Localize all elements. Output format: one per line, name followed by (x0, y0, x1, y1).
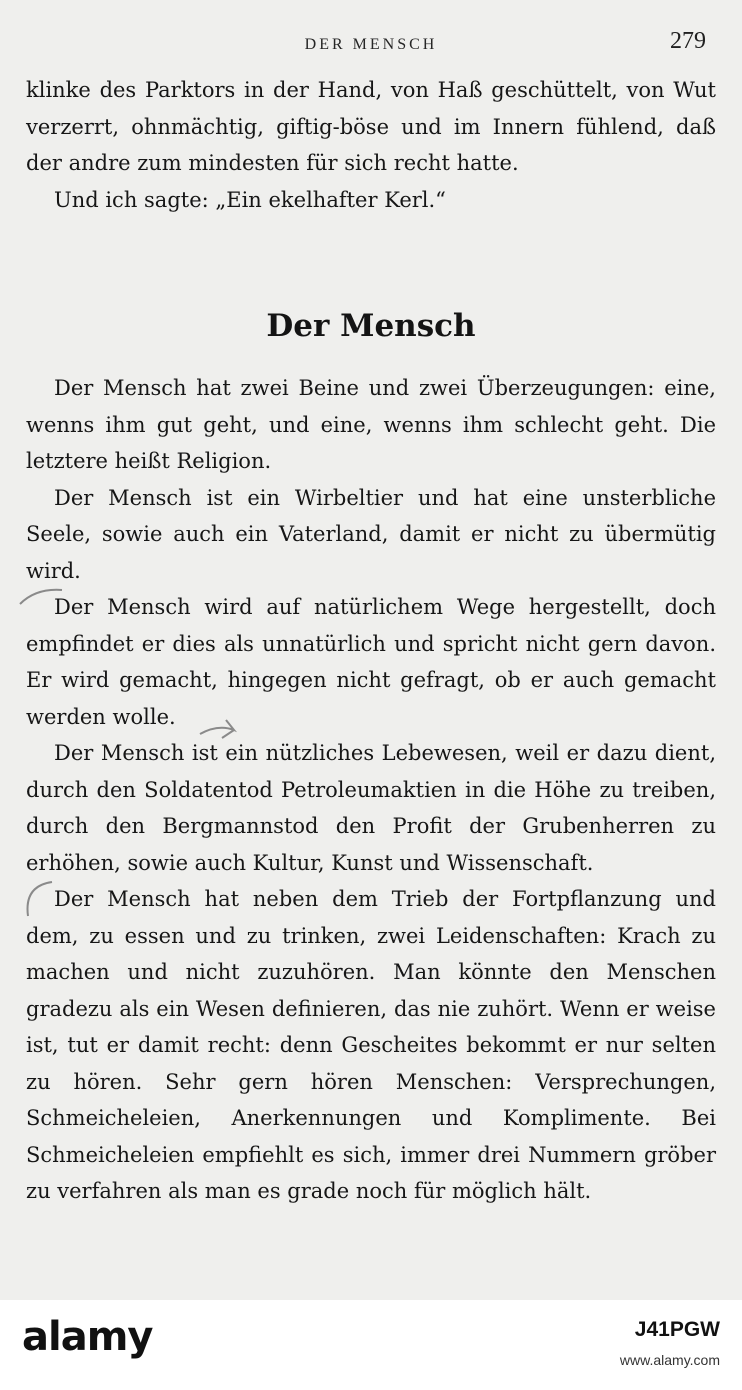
chapter-body (26, 370, 716, 1210)
stock-footer (0, 1300, 742, 1390)
running-head: DER MENSCH (304, 36, 438, 53)
page-number: 279 (670, 28, 706, 54)
alamy-logo: alamy (22, 1314, 153, 1360)
intro-quote-paragraph: Und ich sagte: „Ein ekelhafter Kerl.“ (54, 187, 446, 212)
body-paragraph-4: Der Mensch ist ein nützliches Lebewesen, weil er dazu dient, durch den Soldatentod Petroleumaktien in die Höhe zu treiben, durch den Bergmannstod den Profit der Grubenherren zu erhöhen, sowie auch Kultur, Kunst und Wissenschaft. (26, 741, 716, 875)
body-paragraph-1: Der Mensch hat zwei Beine und zwei Überzeugungen: eine, wenns ihm gut geht, und eine, wenns ihm schlecht geht. Die letztere heißt Religion. (26, 376, 716, 473)
chapter-title: Der Mensch (266, 308, 476, 344)
body-paragraph-3: Der Mensch wird auf natürlichem Wege hergestellt, doch empfindet er dies als unnatürlich und spricht nicht gern davon. Er wird gemacht, hingegen nicht gefragt, ob er auch gemacht werden wolle. (26, 595, 716, 729)
body-paragraph-5: Der Mensch hat neben dem Trieb der Fortpflanzung und dem, zu essen und zu trinken, zwei Leidenschaften: Krach zu machen und nicht zuzuhören. Man könnte den Menschen gradezu als ein Wesen definieren, das nie zuhört. Wenn er weise ist, tut er damit recht: denn Gescheites bekommt er nur selten zu hören. Sehr gern hören Menschen: Versprechungen, Schmeicheleien, Anerkennungen und Komplimente. Bei Schmeicheleien empfiehlt es sich, immer drei Nummern gröber zu verfahren als man es grade noch für möglich hält. (26, 887, 716, 1203)
intro-paragraph: klinke des Parktors in der Hand, von Haß geschüttelt, von Wut verzerrt, ohnmächtig, giftig-böse und im Innern fühlend, daß der andre zum mindesten für sich recht hatte. (26, 78, 716, 175)
site-url: www.alamy.com (619, 1352, 720, 1368)
image-id: J41PGW (634, 1318, 720, 1341)
intro-text (26, 72, 716, 218)
body-paragraph-2: Der Mensch ist ein Wirbeltier und hat eine unsterbliche Seele, sowie auch ein Vaterland, damit er nicht zu übermütig wird. (26, 485, 716, 583)
